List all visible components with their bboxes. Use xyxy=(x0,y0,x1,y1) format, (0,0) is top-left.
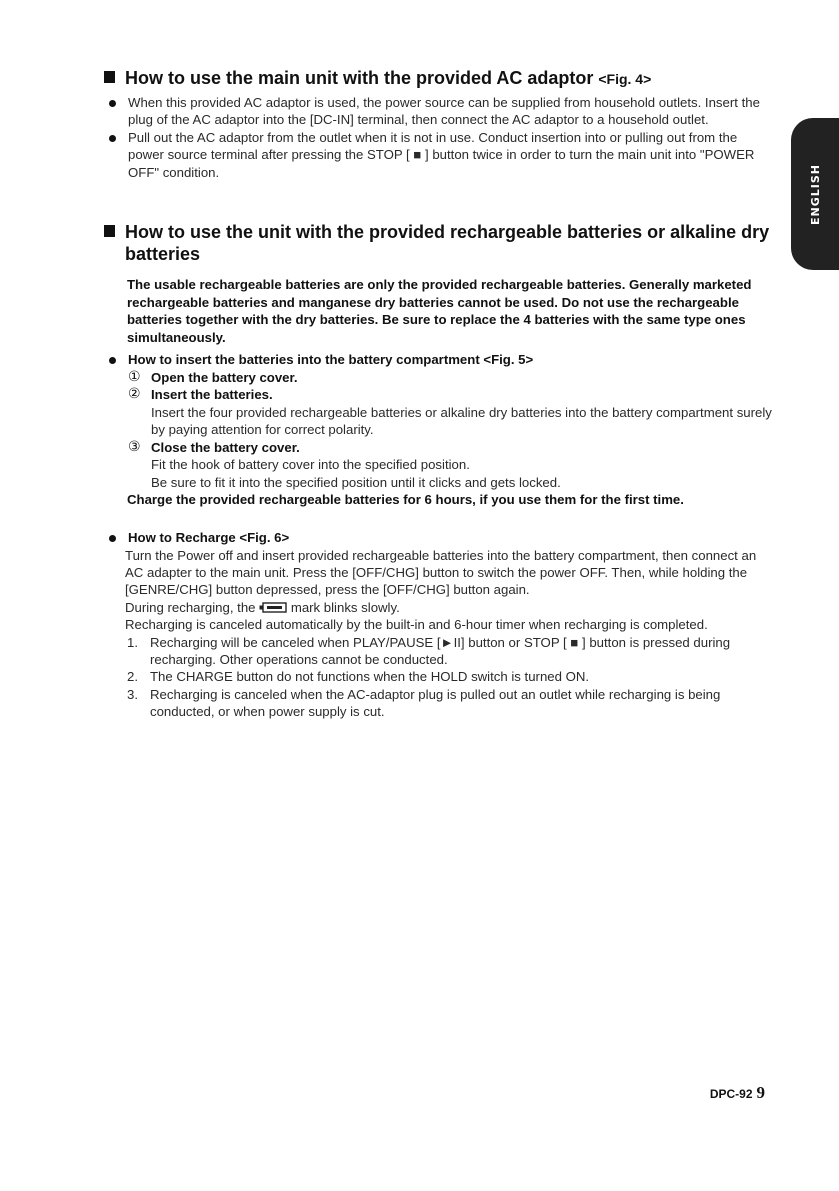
step-text: Fit the hook of battery cover into the specified position. xyxy=(151,457,470,473)
step-text: Be sure to fit it into the specified position until it clicks and gets locked. xyxy=(151,474,561,490)
list-item: 3. Recharging is canceled when the AC-adaptor plug is pulled out an outlet while recharging is being conducted, or when power supply is cut. xyxy=(127,686,721,720)
square-bullet-icon xyxy=(104,71,115,83)
insert-batteries-title: How to insert the batteries into the battery compartment <Fig. 5> xyxy=(108,351,776,369)
section-ac-adaptor-title: How to use the main unit with the provided AC adaptor xyxy=(125,68,594,88)
step-item xyxy=(128,386,776,404)
recharge-instructions: Turn the Power off and insert provided rechargeable batteries into the battery compartment, then connect an AC adapter to the main unit. Press the [OFF/CHG] button to switch the power OFF. Then, while holding the [GENRE/CHG] button depressed, press the [OFF/CHG] button again. xyxy=(125,547,757,598)
step-title: Close the battery cover. xyxy=(151,439,300,455)
section-batteries-title: How to use the unit with the provided rechargeable batteries or alkaline dry batteries xyxy=(125,222,770,264)
list-index: 3. xyxy=(127,686,138,702)
battery-icon xyxy=(259,602,287,613)
charge-note: Charge the provided rechargeable batteries for 6 hours, if you use them for the first time. xyxy=(127,492,684,507)
recharge-auto-cancel: Recharging is canceled automatically by the built-in and 6-hour timer when recharging is completed. xyxy=(125,617,708,633)
figure-reference: <Fig. 4> xyxy=(598,71,652,87)
section-ac-adaptor-body xyxy=(108,94,776,181)
list-item: 2. The CHARGE button do not functions when the HOLD switch is turned ON. xyxy=(127,669,590,685)
list-index: 2. xyxy=(127,669,138,685)
section-ac-adaptor-heading xyxy=(104,67,784,90)
section-batteries-heading xyxy=(104,221,805,265)
step-number: ① xyxy=(128,368,141,385)
page-footer xyxy=(710,1083,765,1103)
recharge-section xyxy=(108,529,776,721)
model-name: DPC-92 xyxy=(709,1087,753,1101)
square-bullet-icon xyxy=(104,225,115,237)
step-item xyxy=(128,369,776,387)
list-index: 1. xyxy=(127,634,138,650)
language-tab-label: ENGLISH xyxy=(808,163,822,225)
recharge-title: How to Recharge <Fig. 6> xyxy=(108,529,776,547)
list-item: 1. Recharging will be canceled when PLAY/PAUSE [►II] button or STOP [ ■ ] button is pressed during recharging. Other operations cannot be conducted. xyxy=(127,634,731,668)
step-item xyxy=(128,439,776,457)
step-text: Insert the four provided rechargeable batteries or alkaline dry batteries into the battery compartment surely by paying attention for correct polarity. xyxy=(151,404,772,438)
step-number: ③ xyxy=(128,438,141,455)
step-title: Insert the batteries. xyxy=(151,387,273,403)
page-number: 9 xyxy=(756,1083,765,1102)
recharge-indicator-line: During recharging, the mark blinks slowly. xyxy=(125,599,400,615)
list-item: Pull out the AC adaptor from the outlet when it is not in use. Conduct insertion into or pulling out from the power source terminal after pressing the STOP [ ■ ] button twice in order to turn the main unit into "POWER OFF" condition. xyxy=(108,129,776,181)
list-item: When this provided AC adaptor is used, the power source can be supplied from household outlets. Insert the plug of the AC adaptor into the [DC-IN] terminal, then connect the AC adaptor to a household outlet. xyxy=(108,94,776,129)
step-number: ② xyxy=(128,386,141,403)
insert-batteries-section xyxy=(108,351,776,509)
battery-notice: The usable rechargeable batteries are only the provided rechargeable batteries. Generally marketed rechargeable batteries and manganese dry batteries cannot be used. Do not use the rechargeable batteries together with the dry batteries. Be sure to replace the 4 batteries with the same type ones simultaneously. xyxy=(127,277,752,345)
step-title: Open the battery cover. xyxy=(151,369,298,385)
